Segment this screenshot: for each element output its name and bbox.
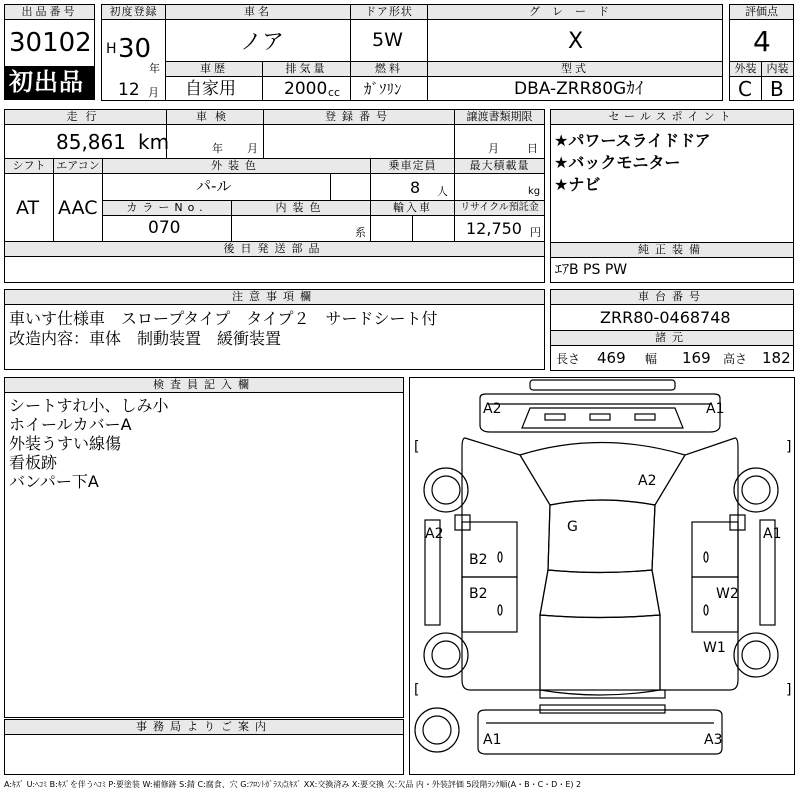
height: 182 xyxy=(762,349,791,367)
length: 469 xyxy=(597,349,626,367)
transfer-month-unit: 月 xyxy=(488,142,499,155)
office-label: 事務局よりご案内 xyxy=(4,719,404,735)
interior-grade-label: 内装 xyxy=(761,61,794,77)
width: 169 xyxy=(682,349,711,367)
notes-label: 注意事項欄 xyxy=(4,289,545,305)
mark-rear-left: A1 xyxy=(483,732,502,748)
width-label: 幅 xyxy=(645,352,658,366)
mark-hood: A2 xyxy=(638,473,657,489)
recycle-unit: 円 xyxy=(530,226,541,239)
model-label: 型式 xyxy=(427,61,723,77)
later-parts-label: 後日発送部品 xyxy=(4,241,545,257)
max-load-unit: kg xyxy=(528,186,541,197)
max-load-label: 最大積載量 xyxy=(454,158,545,174)
exterior-color-label: 外装色 xyxy=(102,158,371,174)
capacity: 8 xyxy=(410,178,421,197)
color-no: 070 xyxy=(148,218,181,238)
exterior-color: パ-ル xyxy=(196,177,232,195)
transfer-doc-label: 譲渡書類期限 xyxy=(454,109,545,125)
door-label: ドア形状 xyxy=(350,4,428,20)
equipment: ｴｱB PS PW xyxy=(555,262,628,278)
year-unit: 年 xyxy=(149,62,160,75)
note-line: 車いす仕様車 スロープタイプ タイプ２ サードシート付 xyxy=(9,309,438,328)
month-unit: 月 xyxy=(148,86,159,99)
model: DBA-ZRR80Gｶｲ xyxy=(514,79,644,99)
displacement: 2000 xyxy=(284,79,328,99)
front-bumper-bar xyxy=(530,380,675,390)
sales-point-item: ★ナビ xyxy=(554,175,601,194)
car-name-label: 車名 xyxy=(165,4,351,20)
exterior-grade-label: 外装 xyxy=(729,61,762,77)
roof xyxy=(548,500,655,573)
grade: X xyxy=(568,29,584,54)
bracket-close: ] xyxy=(786,682,792,698)
exterior-grade: C xyxy=(738,77,752,101)
mark-right-fender: A1 xyxy=(763,526,782,542)
sales-point-item: ★バックモニター xyxy=(554,153,681,172)
recycle: 12,750 xyxy=(466,219,522,238)
bracket-open: [ xyxy=(414,682,420,698)
bracket-open: [ xyxy=(414,439,420,455)
era-year: 30 xyxy=(118,34,152,64)
interior-color-unit: 系 xyxy=(355,226,366,239)
mark-left-door-rear: B2 xyxy=(469,586,488,602)
inspector-label: 検査員記入欄 xyxy=(4,377,404,393)
rear-right-wheel xyxy=(734,633,778,677)
displacement-unit: cc xyxy=(328,86,341,99)
capacity-label: 乗車定員 xyxy=(370,158,455,174)
era-letter: H xyxy=(106,41,117,57)
shift-label: シフト xyxy=(4,158,54,174)
first-listing-badge-text: 初出品 xyxy=(9,68,84,96)
score: 4 xyxy=(753,25,771,58)
mark-right-quarter: W1 xyxy=(703,640,726,656)
import-label: 輸入車 xyxy=(370,200,455,216)
dims-label: 諸元 xyxy=(550,330,794,346)
inspector-line: バンパー下A xyxy=(9,472,99,491)
aircon: AAC xyxy=(58,197,98,219)
inspection-label: 車検 xyxy=(166,109,264,125)
aircon-label: エアコン xyxy=(53,158,103,174)
interior-grade: B xyxy=(770,77,784,101)
fuel-label: 燃料 xyxy=(350,61,428,77)
sales-point-item: ★パワースライドドア xyxy=(554,131,711,150)
rear-light-bar xyxy=(540,690,665,698)
mark-front-right: A1 xyxy=(706,401,725,417)
interior-color-label: 内装色 xyxy=(231,200,371,216)
mark-left-fender: A2 xyxy=(425,526,444,542)
height-label: 高さ xyxy=(723,352,748,366)
bracket-close: ] xyxy=(786,439,792,455)
plate-label: 登録番号 xyxy=(263,109,455,125)
chassis-number: ZRR80-0468748 xyxy=(600,308,731,327)
mark-roof: G xyxy=(567,519,578,535)
history-label: 車歴 xyxy=(165,61,263,77)
grade-label: グレード xyxy=(427,4,723,20)
mark-front-left: A2 xyxy=(483,401,502,417)
front-right-wheel xyxy=(734,468,778,512)
front-grille xyxy=(522,408,683,428)
first-reg-label: 初度登録 xyxy=(101,4,166,20)
inspection-month-unit: 月 xyxy=(247,142,258,155)
mark-rear-right: A3 xyxy=(704,732,723,748)
door-type: 5W xyxy=(372,29,403,51)
transfer-day-unit: 日 xyxy=(527,142,538,155)
mark-left-door-front: B2 xyxy=(469,552,488,568)
length-label: 長さ xyxy=(556,352,581,366)
reg-month: 12 xyxy=(118,80,140,100)
inspection-year-unit: 年 xyxy=(212,142,223,155)
legend: A:ｷｽﾞ U:ﾍｺﾐ B:ｷｽﾞを伴うﾍｺﾐ P:要塗装 W:補修跡 S:錆 C:腐食、穴 G:ﾌﾛﾝﾄｶﾞﾗｽ点ｷｽﾞ XX:交換済み X:要交換 欠:欠品 内・外装評価 5段階ﾗﾝｸ順(A・B・C・D・E) 2 xyxy=(4,780,582,789)
history: 自家用 xyxy=(185,79,236,99)
front-bumper xyxy=(480,394,720,432)
car-name: ノア xyxy=(240,30,285,55)
inspector-line: ホイールカバーA xyxy=(9,415,132,434)
recycle-label: リサイクル預託金 xyxy=(454,200,545,216)
spare-wheel xyxy=(415,708,459,752)
capacity-unit: 人 xyxy=(437,185,448,198)
mileage-label: 走行 xyxy=(4,109,167,125)
note-line: 改造内容：車体 制動装置 緩衝装置 xyxy=(9,329,282,348)
lot-no: 30102 xyxy=(9,28,92,58)
rear-hatch xyxy=(540,615,660,695)
equipment-label: 純正装備 xyxy=(550,242,794,258)
rear-bumper xyxy=(478,710,722,754)
color-no-label: カラーNo. xyxy=(102,200,232,216)
mileage: 85,861 xyxy=(56,130,126,154)
chassis-label: 車台番号 xyxy=(550,289,794,305)
rear-window xyxy=(540,570,660,618)
inspector-line: 外装うすい線傷 xyxy=(9,434,122,453)
fuel: ｶﾞｿﾘﾝ xyxy=(364,80,402,98)
inspector-line: 看板跡 xyxy=(9,453,58,472)
score-label: 評価点 xyxy=(729,4,794,20)
displacement-label: 排気量 xyxy=(262,61,351,77)
lot-no-label: 出品番号 xyxy=(4,4,95,20)
mileage-unit: km xyxy=(138,130,170,154)
shift: AT xyxy=(16,197,40,219)
mark-right-door-rear: W2 xyxy=(716,586,739,602)
sales-points-label: セールスポイント xyxy=(550,109,794,125)
inspector-line: シートすれ小、しみ小 xyxy=(9,396,169,415)
